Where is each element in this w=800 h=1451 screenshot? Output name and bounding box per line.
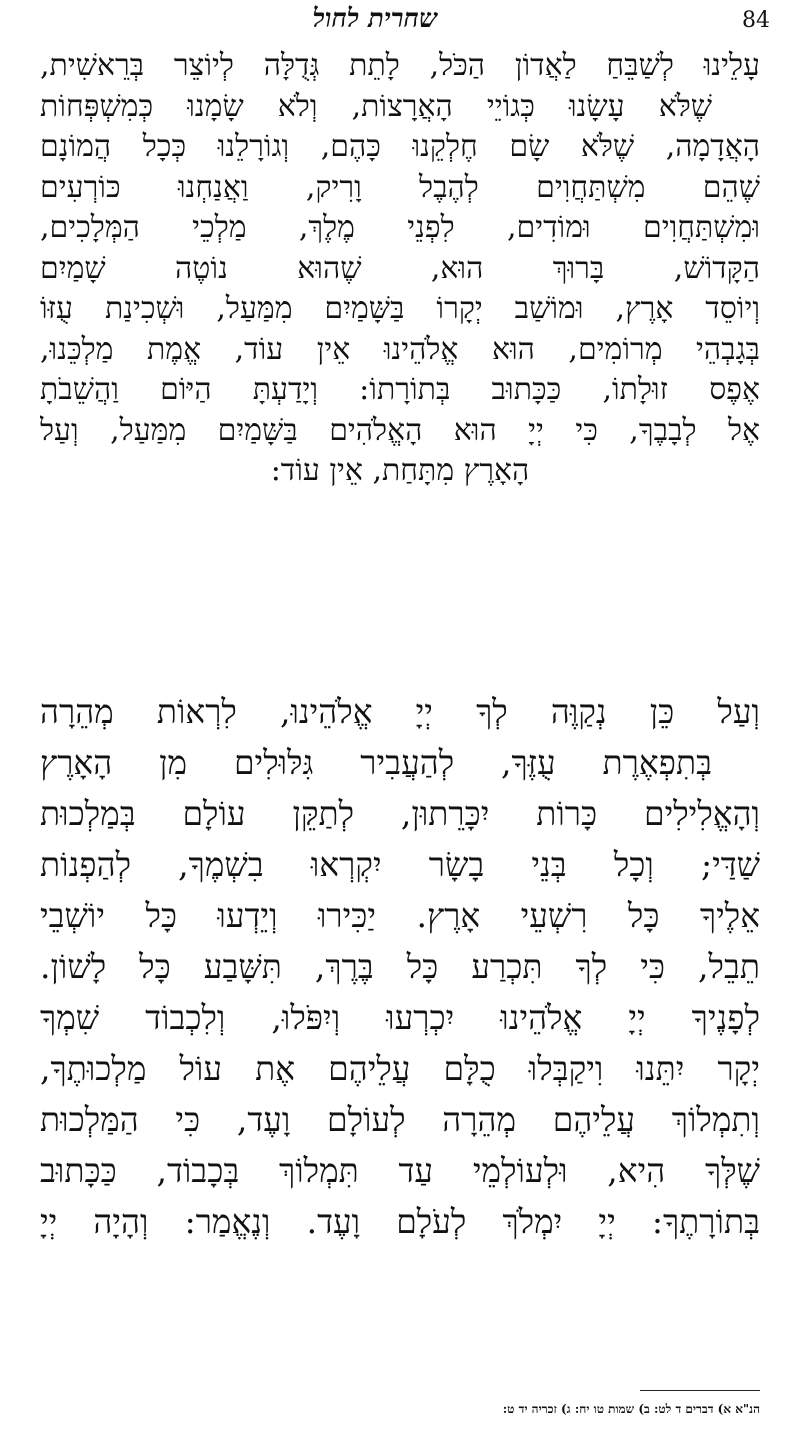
text-line: בְּתוֹרָתֶךָ: יְיָ יִמְלֹךְ לְעֹלָם וָעֶד. וְנֶאֱמַר: וְהָיָה יְיָ [40, 1202, 760, 1241]
text-line: הָאֲדָמָה, שֶׁלֹּא שָׂם חֶלְקֵנוּ כָּהֶם, וְגוֹרָלֵנוּ כְּכָל הֲמוֹנָם [40, 129, 760, 164]
text-line: וְעַל כֵּן נְקַוֶּה לְךָ יְיָ אֱלֹהֵינוּ, לִרְאוֹת מְהֵרָה [40, 692, 760, 731]
footnote-divider [640, 1390, 760, 1391]
text-line: וְיוֹסֵד אָרֶץ, וּמוֹשַׁב יְקָרוֹ בַּשָּׁמַיִם מִמַּעַל, וּשְׁכִינַת עֻזּוֹ [40, 291, 760, 326]
text-line: יְקָר יִתֵּנוּ וִיקַבְּלוּ כֻלָּם עֲלֵיהֶם אֶת עוֹל מַלְכוּתֶךָ, [40, 1049, 760, 1088]
page-number: 84 [742, 8, 770, 33]
page-header [40, 4, 770, 38]
text-line: שֶׁהֵם מִשְׁתַּחֲוִים לְהֶבֶל וָרִיק, וַאֲנַחְנוּ כּוֹרְעִים [40, 169, 760, 205]
text-line: שֶׁלֹּא עָשָׂנוּ כְּגוֹיֵי הָאֲרָצוֹת, וְלֹא שָׂמָנוּ כְּמִשְׁפְּחוֹת [40, 88, 712, 124]
text-line: וְהָאֱלִילִים כָּרוֹת יִכָּרֵתוּן, לְתַקֵּן עוֹלָם בְּמַלְכוּת [40, 794, 760, 833]
text-line: בְּגָבְהֵי מְרוֹמִים, הוּא אֱלֹהֵינוּ אֵין עוֹד, אֱמֶת מַלְכֵּנוּ, [40, 331, 760, 367]
text-line: שַׁדַּי; וְכָל בְּנֵי בָשָׂר יִקְרְאוּ בִשְׁמֶךָ, לְהַפְנוֹת [40, 845, 760, 884]
running-title: שחרית לחול [312, 4, 438, 34]
text-line: הָאָרֶץ מִתָּחַת, אֵין עוֹד: [270, 453, 530, 488]
text-line: אֶל לְבָבֶךָ, כִּי יְיָ הוּא הָאֱלֹהִים בַּשָּׁמַיִם מִמַּעַל, וְעַל [40, 412, 760, 448]
text-line: וְתִמְלוֹךְ עֲלֵיהֶם מְהֵרָה לְעוֹלָם וָעֶד, כִּי הַמַּלְכוּת [40, 1100, 760, 1139]
text-line: הַקָּדוֹשׁ, בָּרוּךְ הוּא, שֶׁהוּא נוֹטֶה שָׁמַיִם [40, 250, 760, 286]
al-ken-paragraph [40, 686, 760, 1247]
text-line: אֶפֶס זוּלָתוֹ, כַּכָּתוּב בְּתוֹרָתוֹ: וְיָדַעְתָּ הַיּוֹם וַהֲשֵׁבֹתָ [40, 372, 760, 407]
footnote-sources: הנ"א א) דברים ד לט: ב) שמות טו יח: ג) זכריה יד ט: [502, 1402, 760, 1416]
text-line: תֵבֵל, כִּי לְךָ תִּכְרַע כָּל בֶּרֶךְ, תִּשָּׁבַע כָּל לָשׁוֹן. [40, 947, 760, 986]
text-line: עָלֵינוּ לְשַׁבֵּחַ לַאֲדוֹן הַכֹּל, לָתֵת גְּדֻלָּה לְיוֹצֵר בְּרֵאשִׁית, [40, 48, 760, 83]
aleinu-paragraph [40, 46, 760, 492]
text-line: אֵלֶיךָ כָּל רִשְׁעֵי אָרֶץ. יַכִּירוּ וְיֵדְעוּ כָּל יוֹשְׁבֵי [40, 896, 760, 935]
text-line: בְּתִפְאֶרֶת עֻזֶּךָ, לְהַעֲבִיר גִּלּוּלִים מִן הָאָרֶץ [40, 743, 712, 782]
text-line: שֶׁלְּךָ הִיא, וּלְעוֹלְמֵי עַד תִּמְלוֹךְ בְּכָבוֹד, כַּכָּתוּב [40, 1151, 760, 1190]
text-line: וּמִשְׁתַּחֲוִים וּמוֹדִים, לִפְנֵי מֶלֶךְ, מַלְכֵי הַמְּלָכִים, [40, 210, 760, 245]
text-line: לְפָנֶיךָ יְיָ אֱלֹהֵינוּ יִכְרְעוּ וְיִפֹּלוּ, וְלִכְבוֹד שִׁמְךָ [40, 998, 760, 1037]
